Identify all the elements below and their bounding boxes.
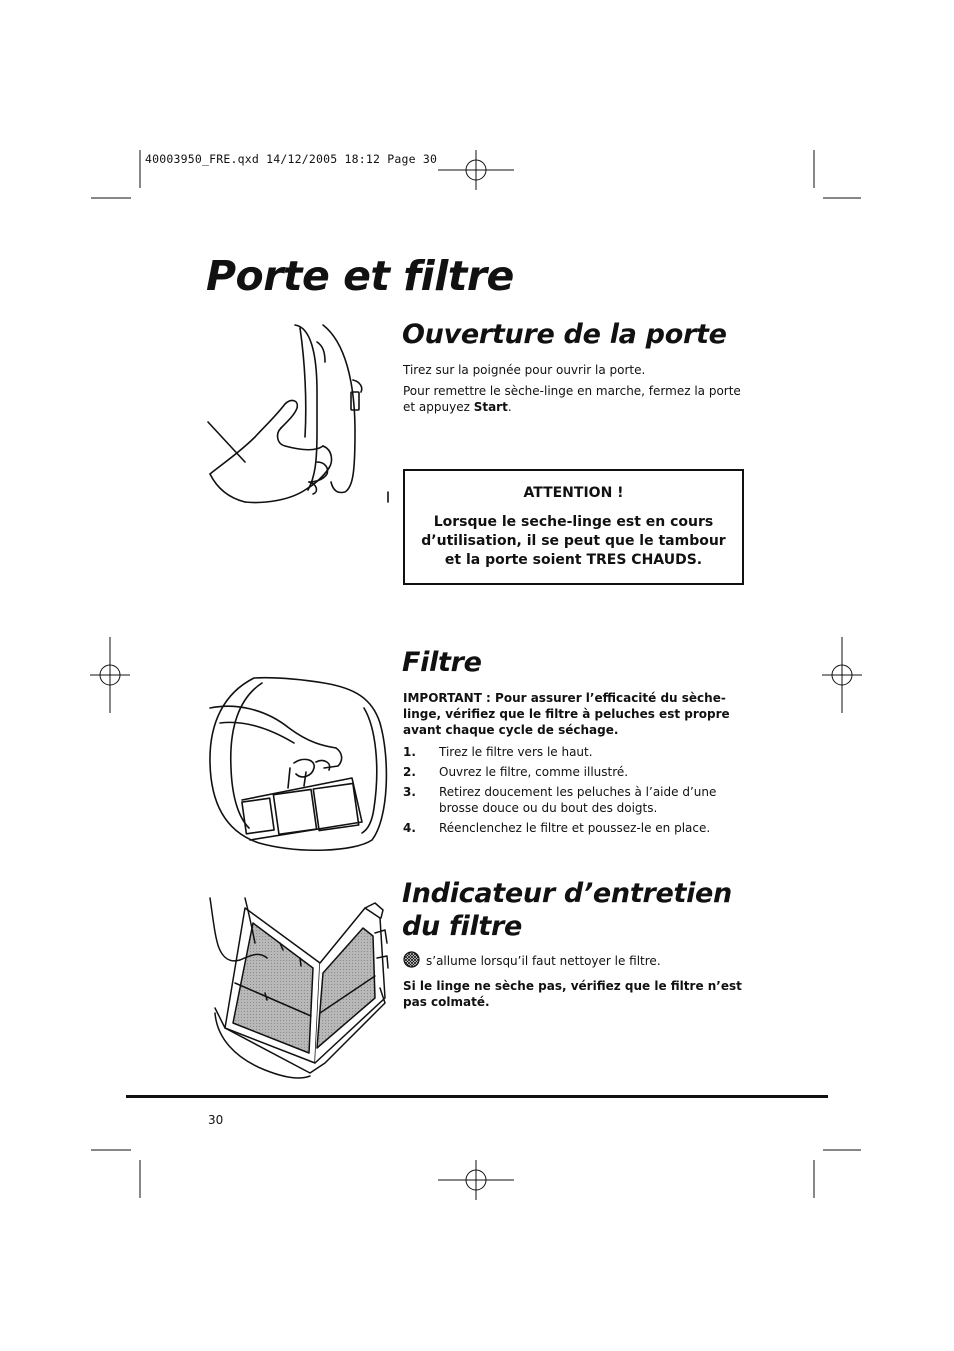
warning-box (403, 469, 744, 585)
filter-important-note: IMPORTANT : Pour assurer l’efficacité du sèche-linge, vérifiez que le filtre à peluches est propre avant chaque cycle de séchage. (403, 691, 730, 737)
filter-step: 2. Ouvrez le filtre, comme illustré. (403, 765, 629, 779)
filter-instructions (403, 690, 748, 840)
filter-step: 4. Réenclenchez le filtre et poussez-le en place. (403, 821, 711, 835)
door-step-restart: Pour remettre le sèche-linge en marche, fermez la porte et appuyez Start. (403, 384, 741, 414)
registration-mark-left (90, 637, 130, 713)
opened-filter-illustration (205, 888, 395, 1084)
indicator-bold-note: Si le linge ne sèche pas, vérifiez que le filtre n’est pas colmaté. (403, 979, 742, 1009)
footer-rule (126, 1095, 828, 1098)
door-section-heading: Ouverture de la porte (402, 319, 727, 350)
filter-indicator-icon (403, 951, 420, 972)
indicator-section-heading: Indicateur d’entretien du filtre (402, 878, 732, 942)
indicator-line: s’allume lorsqu’il faut nettoyer le filtre. (403, 951, 748, 972)
start-button-label: Start (473, 400, 508, 414)
filter-steps-list (403, 744, 748, 836)
warning-title: ATTENTION ! (523, 485, 624, 501)
registration-mark-right (822, 637, 862, 713)
file-slug: 40003950_FRE.qxd 14/12/2005 18:12 Page 30 (145, 152, 438, 166)
filter-step: 3. Retirez doucement les peluches à l’aide d’une brosse douce ou du bout des doigts. (403, 785, 717, 815)
page-number: 30 (208, 1113, 224, 1127)
warning-body: Lorsque le seche-linge est en cours d’utilisation, il se peut que le tambour et la porte soient TRES CHAUDS. (421, 514, 726, 568)
filter-removal-illustration (204, 668, 392, 854)
filter-section-heading: Filtre (402, 647, 482, 678)
door-opening-illustration (205, 322, 395, 504)
door-step-pull: Tirez sur la poignée pour ouvrir la porte. (403, 363, 646, 377)
registration-mark-top (438, 150, 514, 190)
indicator-instructions (403, 951, 748, 1015)
registration-mark-bottom (438, 1160, 514, 1200)
door-instructions (403, 362, 748, 420)
page-title: Porte et filtre (206, 252, 514, 300)
filter-step: 1. Tirez le filtre vers le haut. (403, 745, 593, 759)
